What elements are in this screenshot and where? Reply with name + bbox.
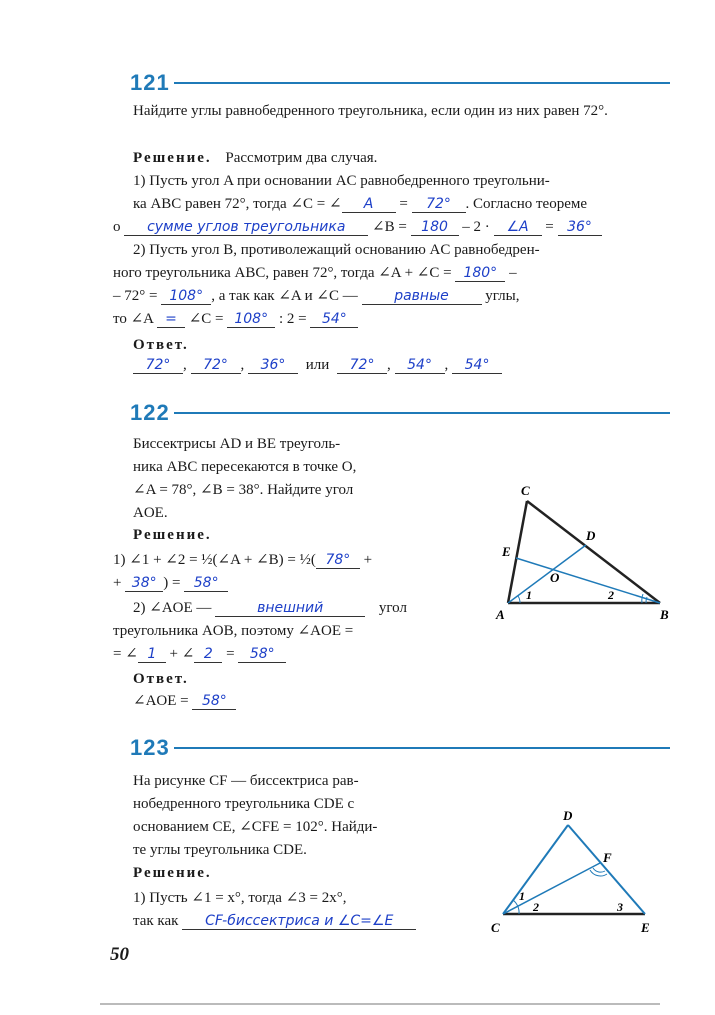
label-e: E xyxy=(641,920,650,935)
problem-122-answer: ∠AOE = 58° xyxy=(133,690,236,713)
label-d: D xyxy=(586,528,596,543)
problem-123-header xyxy=(130,735,675,761)
problem-123-solution-label: Решение. xyxy=(133,865,212,881)
case2-line2: ного треугольника ABC, равен 72°, тогда ∠A + ∠C = 180° – xyxy=(113,265,517,281)
step2-line1: 2) ∠AOE — внешний угол xyxy=(133,600,407,616)
case1-line3: о сумме углов треугольника ∠B = 180 – 2 · ∠A = 36° xyxy=(113,216,602,239)
step2-line3: = ∠ 1 + ∠ 2 = 58° xyxy=(113,643,286,666)
handwritten-answer: 2 xyxy=(194,646,222,663)
label-b: B xyxy=(660,607,669,622)
angle-arc-f xyxy=(593,868,605,872)
problem-121-answer: 72° , 72° , 36° или 72° , 54° , 54° xyxy=(133,354,502,377)
angle-arc-b2 xyxy=(642,594,643,603)
triangle-abc-figure xyxy=(490,478,680,628)
label-f: F xyxy=(603,850,612,865)
problem-number: 123 xyxy=(130,735,170,760)
problem-number: 122 xyxy=(130,400,170,425)
handwritten-answer: 58° xyxy=(192,693,236,710)
problem-121-statement: Найдите углы равнобедренного треугольника, если один из них равен 72°. xyxy=(133,103,608,119)
problem-number: 121 xyxy=(130,70,170,95)
handwritten-answer: 36° xyxy=(558,219,602,236)
problem-121-solution-intro: Решение. Рассмотрим два случая. xyxy=(133,150,378,166)
label-angle-1: 1 xyxy=(519,889,525,903)
label-c: C xyxy=(491,920,500,935)
case2-line3: – 72° = 108° , а так как ∠A и ∠C — равные углы, xyxy=(113,288,520,304)
problem-123-step1-line1: 1) Пусть ∠1 = x°, тогда ∠3 = 2x°, xyxy=(133,890,347,906)
problem-121-header xyxy=(130,70,675,96)
label-d: D xyxy=(563,808,573,823)
side-de xyxy=(568,825,645,914)
label-angle-2: 2 xyxy=(608,588,614,602)
handwritten-answer: 38° xyxy=(125,575,163,592)
handwritten-answer: 72° xyxy=(133,357,183,374)
problem-122-statement: Биссектрисы AD и BE треуголь- ника ABC пересекаются в точке O, ∠A = 78°, ∠B = 38°. Найдите угол AOE. xyxy=(133,436,357,521)
handwritten-answer: 1 xyxy=(138,646,166,663)
step2-line2: треугольника AOB, поэтому ∠AOE = xyxy=(113,623,354,639)
header-rule xyxy=(174,747,670,749)
handwritten-answer: 54° xyxy=(452,357,502,374)
handwritten-answer: 72° xyxy=(337,357,387,374)
label-angle-2: 2 xyxy=(533,900,539,914)
handwritten-answer: внешний xyxy=(215,600,365,617)
case1-line2: ка ABC равен 72°, тогда ∠C = ∠ A = 72° . Согласно теореме xyxy=(133,196,588,212)
handwritten-answer: 78° xyxy=(316,552,360,569)
bottom-rule xyxy=(100,1003,660,1005)
handwritten-answer: A xyxy=(342,196,396,213)
handwritten-answer: 54° xyxy=(310,311,358,328)
bisector-ad xyxy=(508,545,586,603)
handwritten-answer: сумме углов треугольника xyxy=(124,219,368,236)
handwritten-answer: 108° xyxy=(227,311,275,328)
problem-122-answer-label: Ответ. xyxy=(133,671,189,687)
handwritten-answer: 58° xyxy=(184,575,228,592)
triangle-cde-figure xyxy=(485,808,665,938)
label-angle-3: 3 xyxy=(617,900,623,914)
handwritten-answer: CF-биссектриса и ∠C=∠E xyxy=(182,913,416,930)
step1-line1: 1) ∠1 + ∠2 = ½(∠A + ∠B) = ½( 78° + xyxy=(113,552,373,568)
case1-line1: 1) Пусть угол A при основании AC равнобедренного треугольни- xyxy=(133,173,550,189)
label-angle-1: 1 xyxy=(526,588,532,602)
handwritten-answer: 58° xyxy=(238,646,286,663)
page-number: 50 xyxy=(110,944,129,965)
handwritten-answer: 108° xyxy=(161,288,211,305)
label-e: E xyxy=(502,544,511,559)
side-ac xyxy=(508,501,527,603)
handwritten-answer: 180° xyxy=(455,265,505,282)
label-o: O xyxy=(550,570,560,585)
problem-123-step1-line2: так как CF-биссектриса и ∠C=∠E xyxy=(133,910,416,933)
problem-122-solution-label: Решение. xyxy=(133,527,212,543)
handwritten-answer: = xyxy=(157,311,185,328)
problem-121-answer-label: Ответ. xyxy=(133,337,189,353)
handwritten-answer: 180 xyxy=(411,219,459,236)
handwritten-answer: 72° xyxy=(191,357,241,374)
case2-line4: то ∠A = ∠C = 108° : 2 = 54° xyxy=(113,308,358,331)
label-c: C xyxy=(521,483,530,498)
handwritten-answer: равные xyxy=(362,288,482,305)
case2-line1: 2) Пусть угол B, противолежащий основанию AC равнобедрен- xyxy=(133,242,540,258)
step1-line2: + 38° ) = 58° xyxy=(113,572,228,595)
label-a: A xyxy=(496,607,505,622)
header-rule xyxy=(174,82,670,84)
handwritten-answer: 54° xyxy=(395,357,445,374)
handwritten-answer: ∠A xyxy=(494,219,542,236)
problem-122-header xyxy=(130,400,675,426)
handwritten-answer: 72° xyxy=(412,196,466,213)
side-cb xyxy=(527,501,660,603)
handwritten-answer: 36° xyxy=(248,357,298,374)
problem-123-statement: На рисунке CF — биссектриса рав- нобедренного треугольника CDE с основанием CE, ∠CFE = 102°. Найди- те углы треугольника CDE. xyxy=(133,773,378,858)
header-rule xyxy=(174,412,670,414)
